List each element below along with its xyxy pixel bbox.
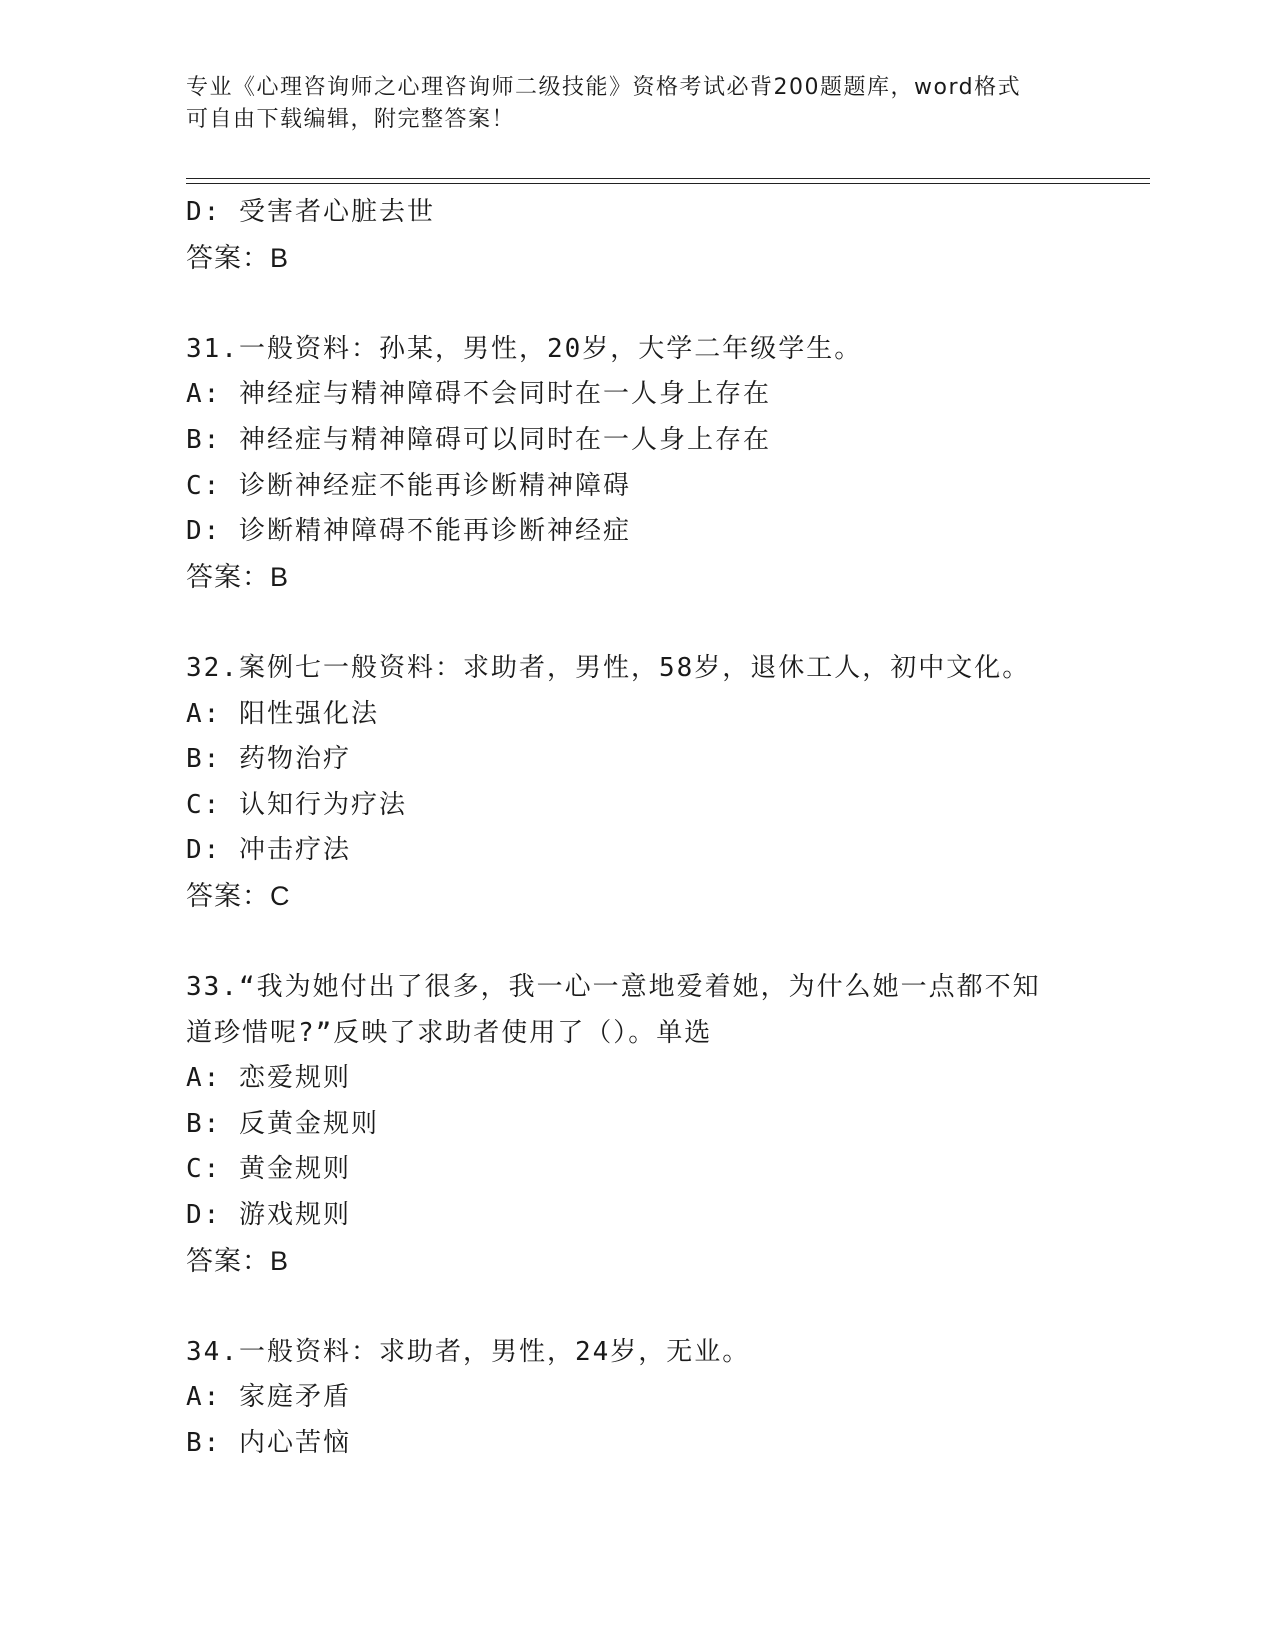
question-content [186,190,1150,1467]
option-c: C: 诊断神经症不能再诊断精神障碍 [186,470,631,501]
option-c: C: 认知行为疗法 [186,789,407,820]
answer: 答案：B [186,561,290,592]
option-b: B: 内心苦恼 [186,1428,351,1459]
option-d: D: 冲击疗法 [186,835,351,866]
question-34 [186,1330,1150,1467]
option-b: B: 反黄金规则 [186,1108,379,1139]
header-title-line-2: 可自由下载编辑，附完整答案！ [186,107,516,132]
answer: 答案：B [186,1245,290,1276]
question-stem: 34.一般资料：求助者，男性，24岁，无业。 [186,1336,751,1367]
prev-answer: 答案：B [186,242,290,273]
option-d: D: 游戏规则 [186,1200,351,1231]
option-c: C: 黄金规则 [186,1154,351,1185]
question-33 [186,965,1150,1284]
header-rule-top [186,178,1150,179]
question-stem-line-2: 道珍惜呢?”反映了求助者使用了（）。单选 [186,1017,713,1048]
spacer [186,281,1150,327]
question-stem: 31.一般资料：孙某，男性，20岁，大学二年级学生。 [186,333,863,364]
option-a: A: 阳性强化法 [186,698,379,729]
question-stem-line-1: 33.“我为她付出了很多，我一心一意地爱着她，为什么她一点都不知 [186,972,1041,1003]
document-header [186,72,1066,136]
option-a: A: 家庭矛盾 [186,1382,351,1413]
question-31 [186,327,1150,601]
answer: 答案：C [186,880,291,911]
header-title-line-1: 专业《心理咨询师之心理咨询师二级技能》资格考试必背200题题库，word格式 [186,75,1022,100]
spacer [186,1284,1150,1330]
spacer [186,920,1150,966]
option-d: D: 诊断精神障碍不能再诊断神经症 [186,516,631,547]
option-a: A: 神经症与精神障碍不会同时在一人身上存在 [186,379,771,410]
question-32 [186,646,1150,920]
spacer [186,600,1150,646]
prev-option-d: D: 受害者心脏去世 [186,197,435,227]
header-rule-bottom [186,183,1150,184]
question-stem: 32.案例七一般资料：求助者，男性，58岁，退休工人，初中文化。 [186,652,1031,683]
option-b: B: 药物治疗 [186,744,351,775]
option-a: A: 恋爱规则 [186,1063,351,1094]
option-b: B: 神经症与精神障碍可以同时在一人身上存在 [186,424,771,455]
